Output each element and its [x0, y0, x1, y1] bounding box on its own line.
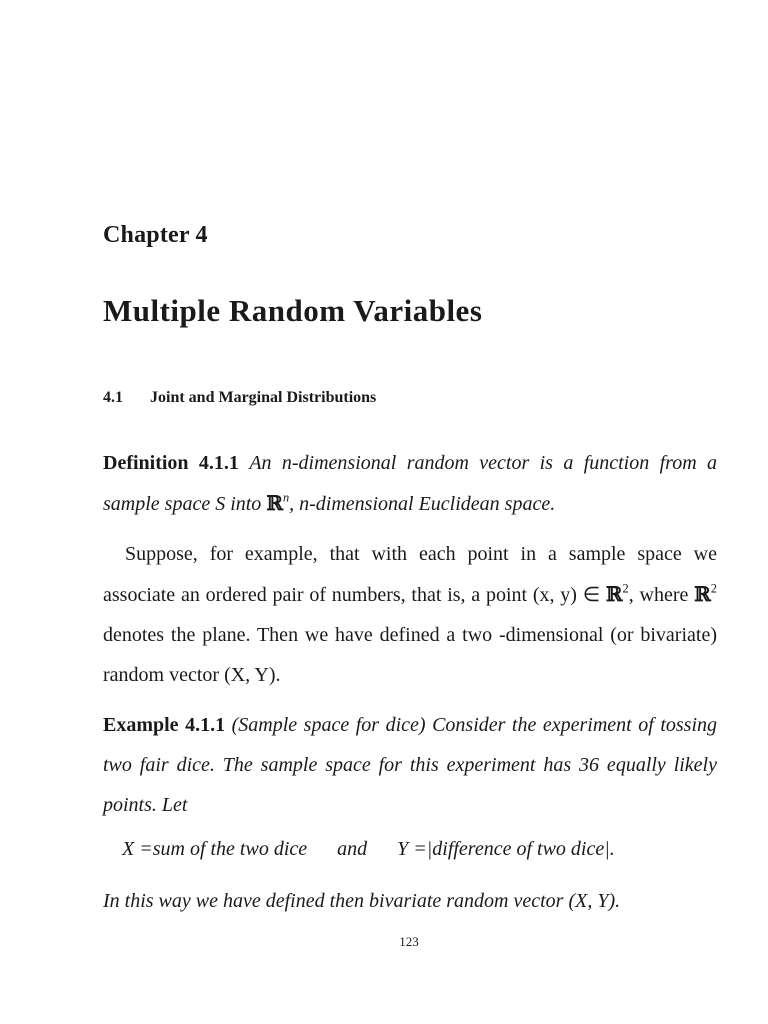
- chapter-label: Chapter 4: [103, 222, 208, 248]
- real-set-symbol: ℝ: [694, 582, 711, 606]
- body-text-part2: , where: [628, 584, 695, 606]
- section-heading: [103, 389, 376, 407]
- equation-left: X =sum of the two dice: [122, 838, 308, 860]
- definition-label: Definition 4.1.1: [103, 452, 239, 474]
- body-paragraph: [103, 534, 717, 695]
- example-block: [103, 705, 717, 825]
- page-number: 123: [399, 934, 419, 949]
- equation-connector: and: [337, 838, 368, 860]
- definition-superscript: n: [282, 490, 290, 505]
- closing-sentence: In this way we have defined then bivariate random vector (X, Y).: [103, 890, 621, 912]
- equation-right: Y =|difference of two dice|.: [397, 838, 615, 860]
- real-set-symbol: ℝ: [266, 491, 283, 515]
- body-superscript-1: 2: [622, 581, 629, 596]
- body-text-part1: Suppose, for example, that with each point in a sample space we associate an ordered pair of numbers, that is, a point (x, y) ∈: [103, 543, 717, 606]
- body-text-part3: denotes the plane. Then we have defined a two -dimensional (or bivariate) random vector (X, Y).: [103, 624, 717, 686]
- example-label: Example 4.1.1: [103, 714, 226, 736]
- display-equation: [122, 838, 615, 861]
- definition-text-part2: , n-dimensional Euclidean space.: [289, 493, 556, 515]
- body-superscript-2: 2: [710, 581, 717, 596]
- real-set-symbol: ℝ: [605, 582, 623, 606]
- chapter-title: Multiple Random Variables: [103, 293, 483, 328]
- definition-block: [103, 443, 717, 524]
- definition-text-part1: An n-dimensional random vector is a function from a sample space S into: [103, 452, 718, 515]
- section-title: Joint and Marginal Distributions: [150, 389, 377, 406]
- example-text: (Sample space for dice) Consider the experiment of tossing two fair dice. The sample space for this experiment has 36 equally likely points. Let: [103, 714, 718, 816]
- section-number: 4.1: [103, 389, 123, 406]
